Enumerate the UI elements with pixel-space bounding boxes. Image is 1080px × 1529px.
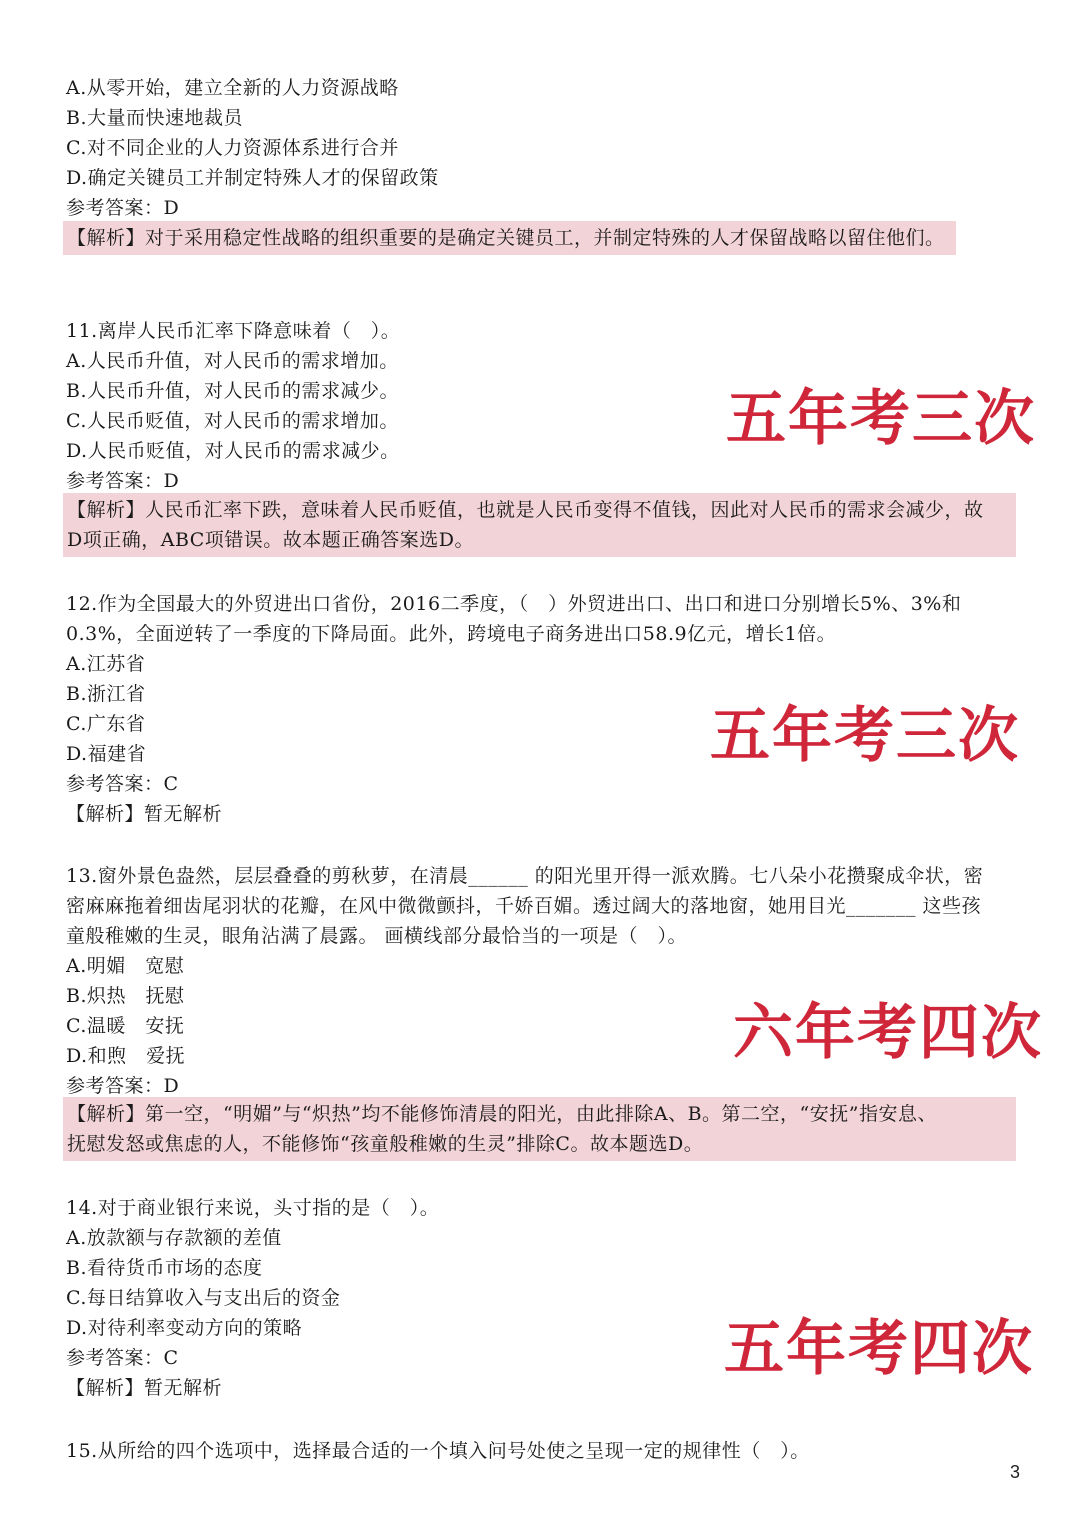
q10-option-a: A.从零开始，建立全新的人力资源战略 [66,77,399,99]
q10-option-b: B.大量而快速地裁员 [66,107,244,129]
q10-option-c: C.对不同企业的人力资源体系进行合并 [66,137,399,159]
q11-stem: 11.离岸人民币汇率下降意味着（ ）。 [66,320,401,342]
q14-option-b: B.看待货币市场的态度 [66,1257,263,1279]
q14-stem: 14.对于商业银行来说，头寸指的是（ ）。 [66,1197,440,1219]
q14-option-a: A.放款额与存款额的差值 [66,1227,282,1249]
q11-option-c: C.人民币贬值，对人民币的需求增加。 [66,410,399,432]
q13-analysis-block [63,1097,1016,1161]
q13-analysis-line-2: 抚慰发怒或焦虑的人，不能修饰“孩童般稚嫩的生灵”排除C。故本题选D。 [67,1133,704,1155]
q14-option-d: D.对待利率变动方向的策略 [66,1317,303,1339]
q11-analysis-line-2: D项正确，ABC项错误。故本题正确答案选D。 [67,529,475,551]
q12-stem-line-2: 0.3%，全面逆转了一季度的下降局面。此外，跨境电子商务进出口58.9亿元，增长1倍。 [66,623,837,645]
q11-option-b: B.人民币升值，对人民币的需求减少。 [66,380,400,402]
q10-analysis-block [63,221,956,255]
q13-answer: 参考答案：D [66,1075,180,1097]
q12-option-c: C.广东省 [66,713,146,735]
q14-answer: 参考答案：C [66,1347,179,1369]
q12-analysis: 【解析】暂无解析 [66,803,223,825]
q14-option-c: C.每日结算收入与支出后的资金 [66,1287,341,1309]
q12-frequency-stamp: 五年考三次 [710,701,1020,771]
q13-analysis-line-1: 【解析】第一空，“明媚”与“炽热”均不能修饰清晨的阳光，由此排除A、B。第二空，“安抚”指安息、 [67,1103,937,1125]
q12-stem-line-1: 12.作为全国最大的外贸进出口省份，2016二季度，（ ）外贸进出口、出口和进口分别增长5%、3%和 [66,593,962,615]
q13-option-c: C.温暖 安抚 [66,1015,185,1037]
q14-frequency-stamp: 五年考四次 [724,1314,1034,1384]
q12-option-b: B.浙江省 [66,683,146,705]
q12-option-a: A.江苏省 [66,653,146,675]
q11-answer: 参考答案：D [66,470,180,492]
q13-option-b: B.炽热 抚慰 [66,985,185,1007]
q14-analysis: 【解析】暂无解析 [66,1377,223,1399]
q15-stem: 15.从所给的四个选项中，选择最合适的一个填入问号处使之呈现一定的规律性（ ）。 [66,1440,810,1462]
q10-analysis-line: 【解析】对于采用稳定性战略的组织重要的是确定关键员工，并制定特殊的人才保留战略以留住他们。 [67,227,945,249]
q10-option-d: D.确定关键员工并制定特殊人才的保留政策 [66,167,439,189]
q13-stem-line-1: 13.窗外景色盎然，层层叠叠的剪秋萝，在清晨______ 的阳光里开得一派欢腾。七八朵小花攒聚成伞状，密 [66,865,984,887]
q11-frequency-stamp: 五年考三次 [726,384,1036,454]
q12-answer: 参考答案：C [66,773,179,795]
q11-analysis-block [63,493,1016,557]
q11-option-d: D.人民币贬值，对人民币的需求减少。 [66,440,400,462]
q11-analysis-line-1: 【解析】人民币汇率下跌，意味着人民币贬值，也就是人民币变得不值钱，因此对人民币的需求会减少，故 [67,499,984,521]
page-number: 3 [1010,1462,1021,1482]
q12-option-d: D.福建省 [66,743,147,765]
q13-stem-line-3: 童般稚嫩的生灵，眼角沾满了晨露。 画横线部分最恰当的一项是（ ）。 [66,925,688,947]
q13-frequency-stamp: 六年考四次 [733,998,1043,1068]
q10-answer: 参考答案：D [66,197,180,219]
q13-option-a: A.明媚 宽慰 [66,955,185,977]
q11-option-a: A.人民币升值，对人民币的需求增加。 [66,350,399,372]
q13-option-d: D.和煦 爱抚 [66,1045,186,1067]
q13-stem-line-2: 密麻麻拖着细齿尾羽状的花瓣，在风中微微颤抖，千娇百媚。透过阔大的落地窗，她用目光_______ 这些孩 [66,895,982,917]
